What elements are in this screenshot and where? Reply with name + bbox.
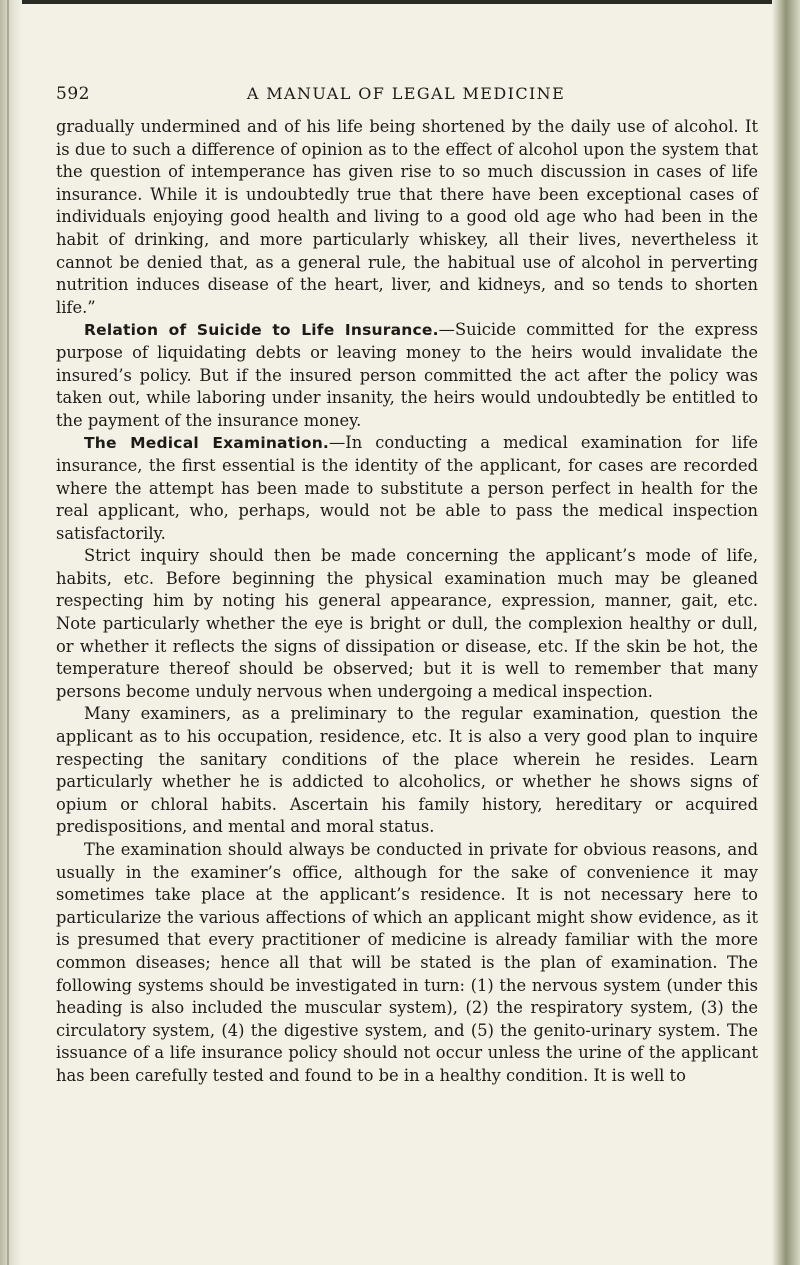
page-number: 592 (56, 84, 90, 104)
paragraph-3-text: —In conducting a medical examination for life insurance, the first essential is the identity of the applicant, for cases are recorded where the attempt has been made to substitute a person perfect in health for the real applicant, who, perhaps, would not be able to pass the medical inspection satisfactorily. (56, 433, 758, 543)
paragraph-4-text: Strict inquiry should then be made concerning the applicant’s mode of life, habits, etc. Before beginning the physical examination much may be gleaned respecting him by noting his general appearance, expression, manner, gait, etc. Note particularly whether the eye is bright or dull, the complexion healthy or dull, or whether it reflects the signs of dissipation or disease, etc. If the skin be hot, the temperature thereof should be observed; but it is well to remember that many persons become unduly nervous when undergoing a medical inspection. (56, 546, 758, 701)
paragraph-1 (56, 116, 758, 319)
scan-top-rule (0, 0, 800, 4)
paragraph-2-text: —Suicide committed for the express purpose of liquidating debts or leaving money to the heirs would invalidate the insured’s policy. But if the insured person committed the act after the policy was taken out, while laboring under insanity, the heirs would undoubtedly be entitled to the payment of the insurance money. (56, 320, 758, 430)
paragraph-3 (56, 432, 758, 545)
section-heading-medical-examination: The Medical Examination. (84, 434, 330, 453)
paragraph-5-text: Many examiners, as a preliminary to the regular examination, question the applicant as to his occupation, residence, etc. It is also a very good plan to inquire respecting the sanitary conditions of the place wherein he resides. Learn particularly whether he is addicted to alcoholics, or whether he shows signs of opium or chloral habits. Ascertain his family history, hereditary or acquired predispositions, and mental and moral status. (56, 704, 758, 837)
paragraph-2 (56, 319, 758, 432)
page-header (56, 84, 756, 110)
paragraph-1-text: gradually undermined and of his life being shortened by the daily use of alcohol. It is due to such a difference of opinion as to the effect of alcohol upon the system that the question of intemperance has given rise to so much discussion in cases of life insurance. While it is undoubtedly true that there have been exceptional cases of individuals enjoying good health and living to a good old age who had been in the habit of drinking, and more particularly whiskey, all their lives, nevertheless it cannot be denied that, as a general rule, the habitual use of alcohol in perverting nutrition induces disease of the heart, liver, and kidneys, and so tends to shorten life.” (56, 117, 758, 317)
paragraph-4 (56, 545, 758, 703)
paragraph-6 (56, 839, 758, 1088)
scan-left-edge (0, 0, 22, 1265)
running-title: A MANUAL OF LEGAL MEDICINE (246, 84, 566, 103)
section-heading-suicide: Relation of Suicide to Life Insurance. (84, 321, 439, 340)
scan-right-edge (772, 0, 800, 1265)
page-body (56, 116, 758, 1088)
paragraph-6-text: The examination should always be conducted in private for obvious reasons, and usually in the examiner’s office, although for the sake of convenience it may sometimes take place at the applicant’s residence. It is not necessary here to particularize the various affections of which an applicant might show evidence, as it is presumed that every practitioner of medicine is already familiar with the more common diseases; hence all that will be stated is the plan of examination. The following systems should be investigated in turn: (1) the nervous system (under this heading is also included the muscular system), (2) the respiratory system, (3) the circulatory system, (4) the digestive system, and (5) the genito-urinary system. The issuance of a life insurance policy should not occur unless the urine of the applicant has been carefully tested and found to be in a healthy condition. It is well to (56, 840, 758, 1085)
paragraph-5 (56, 703, 758, 839)
scan-left-edge-line (7, 0, 9, 1265)
